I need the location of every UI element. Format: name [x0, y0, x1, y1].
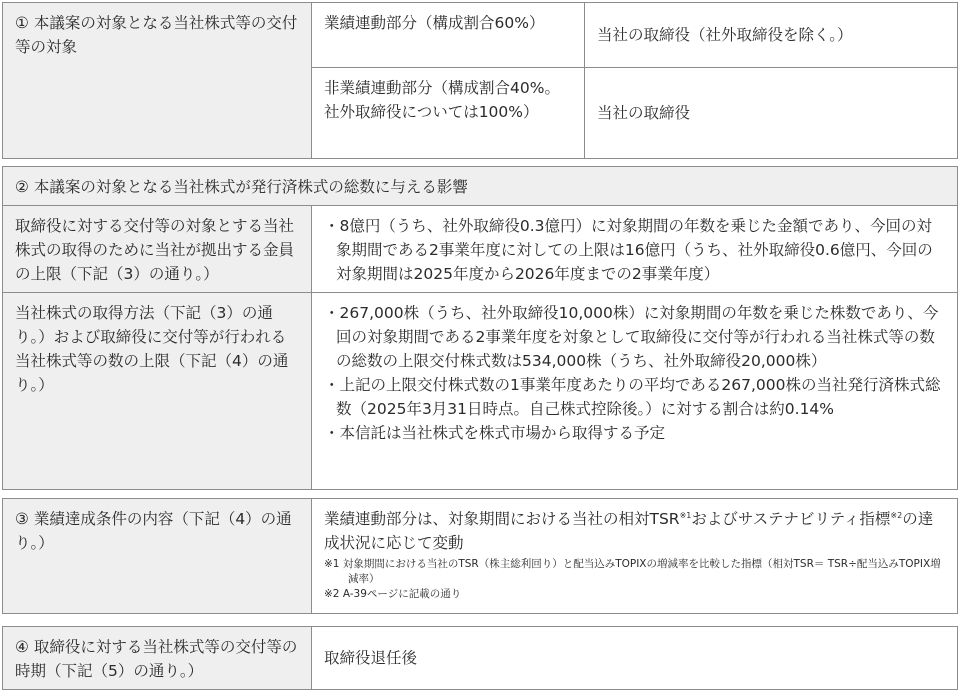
contribution-limit-value	[311, 206, 957, 292]
footnote-2: ※2 A-39ページに記載の通り	[324, 588, 462, 600]
delivery-timing-value	[311, 627, 957, 689]
table-performance-conditions	[2, 498, 958, 614]
share-limit-bullet: ・267,000株（うち、社外取締役10,000株）に対象期間の年数を乗じた株数であり、今回の対象期間である2事業年度を対象として取締役に交付等が行われる当社株式等の数の総数の上限交付株式数は534,000株（うち、社外取締役20,000株）	[324, 304, 939, 370]
table-row	[312, 67, 957, 158]
table-row	[3, 292, 957, 489]
performance-linked-target-text: 当社の取締役（社外取締役を除く。）	[597, 26, 853, 44]
conditions-text-part1: 業績連動部分は、対象期間における当社の相対TSR	[324, 510, 680, 528]
table-delivery-target	[2, 2, 958, 159]
contribution-limit-bullet: ・8億円（うち、社外取締役0.3億円）に対象期間の年数を乗じた金額であり、今回の対象期間である2事業年度に対しての上限は16億円（うち、社外取締役0.6億円、今回の対象期間は2025年度から2026年度までの2事業年度）	[324, 217, 933, 283]
table-row	[3, 3, 957, 158]
table-row	[3, 205, 957, 292]
contribution-limit-label: 取締役に対する交付等の対象とする当社株式の取得のために当社が拠出する金員の上限（下記（3）の通り。）	[3, 206, 311, 292]
footnote-1: ※1 対象期間における当社のTSR（株主総利回り）と配当込みTOPIXの増減率を比較した指標（相対TSR＝ TSR÷配当込みTOPIX増減率）	[324, 558, 941, 585]
acquisition-method-value	[311, 293, 957, 489]
performance-conditions-value	[311, 499, 957, 613]
performance-linked-target	[584, 3, 957, 67]
table-row	[3, 499, 957, 613]
table-row	[312, 3, 957, 67]
table-share-impact	[2, 166, 958, 490]
share-impact-heading: ② 本議案の対象となる当社株式が発行済株式の総数に与える影響	[15, 178, 468, 196]
table-row	[3, 627, 957, 689]
delivery-timing-text: 取締役退任後	[324, 649, 418, 667]
performance-linked-label: 業績連動部分（構成割合60%）	[324, 14, 545, 32]
trust-acquisition-bullet: ・本信託は当社株式を株式市場から取得する予定	[324, 424, 666, 442]
acquisition-method-label: 当社株式の取得方法（下記（3）の通り。）および取締役に交付等が行われる当社株式等の数の上限（下記（4）の通り。）	[3, 293, 311, 489]
delivery-timing-heading: ④ 取締役に対する当社株式等の交付等の時期（下記（5）の通り。）	[3, 627, 311, 689]
footnote-ref-1: ※1	[679, 511, 692, 520]
share-ratio-bullet: ・上記の上限交付株式数の1事業年度あたりの平均である267,000株の当社発行済株式総数（2025年3月31日時点。自己株式控除後。）に対する割合は約0.14%	[324, 376, 941, 418]
non-performance-linked-label: 非業績連動部分（構成割合40%。社外取締役については100%）	[324, 79, 560, 121]
delivery-target-subtable	[311, 3, 957, 158]
delivery-target-heading: ① 本議案の対象となる当社株式等の交付等の対象	[3, 3, 311, 158]
conditions-text-part3: の達成状況に応じて変動	[324, 510, 934, 552]
performance-conditions-heading: ③ 業績達成条件の内容（下記（4）の通り。）	[3, 499, 311, 613]
footnote-ref-2: ※2	[890, 511, 903, 520]
non-performance-linked-target-text: 当社の取締役	[597, 104, 691, 122]
non-performance-linked-target	[584, 68, 957, 158]
table-row	[3, 167, 957, 205]
table-delivery-timing	[2, 626, 958, 690]
conditions-text-part2: およびサステナビリティ指標	[691, 510, 891, 528]
performance-conditions-text	[324, 507, 945, 555]
